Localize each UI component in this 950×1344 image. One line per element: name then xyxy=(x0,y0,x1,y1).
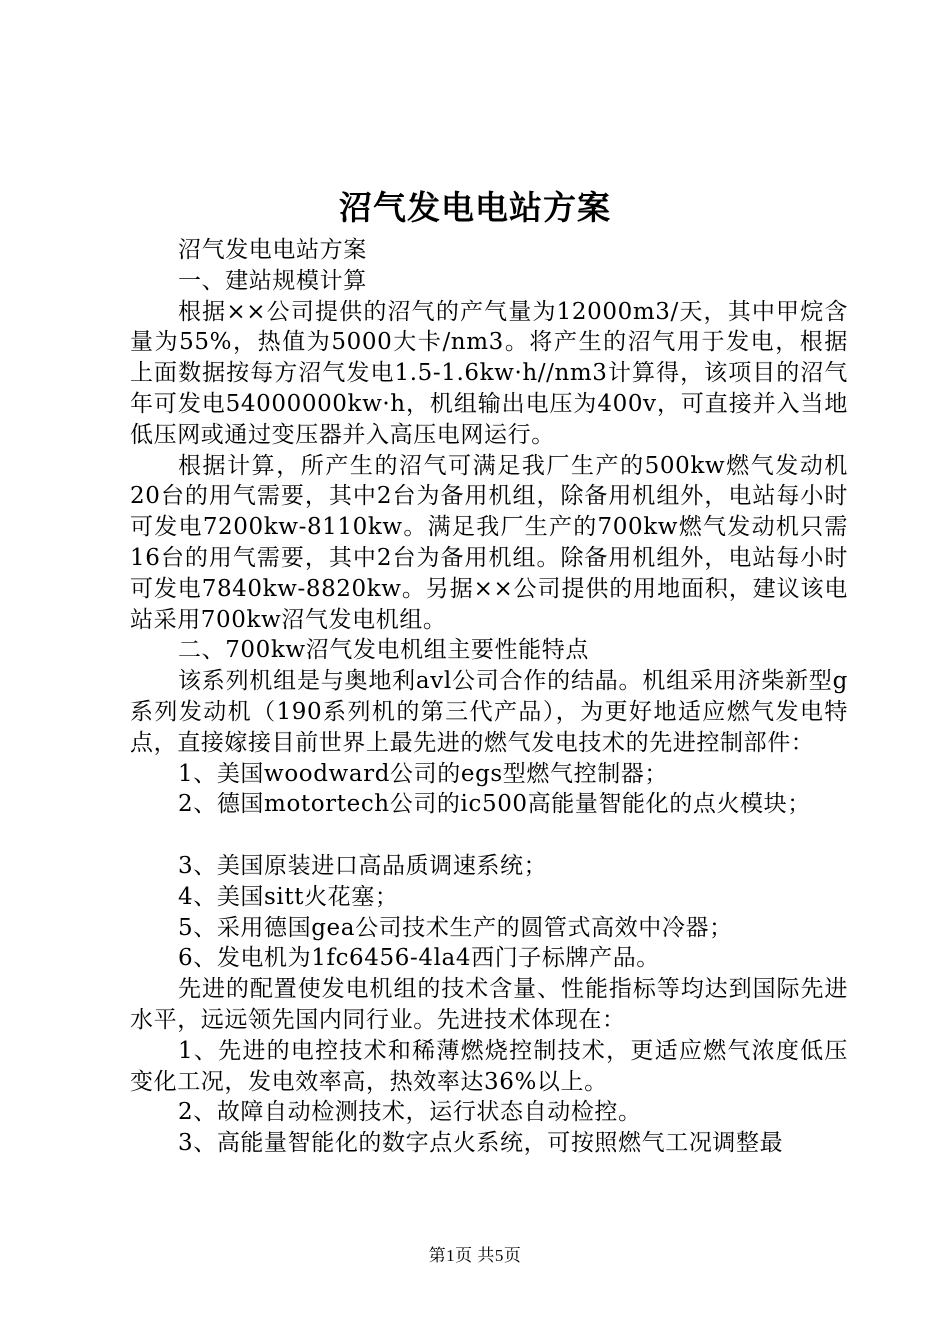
list-item: 4、美国sitt火花塞； xyxy=(178,883,399,910)
paragraph: 先进的配置使发电机组的技术含量、性能指标等均达到国际先进水平，远远领先国内同行业。先进技术体现在： xyxy=(130,976,848,1033)
list-item: 2、德国motortech公司的ic500高能量智能化的点火模块； xyxy=(178,791,811,818)
paragraph: 该系列机组是与奥地利avl公司合作的结晶。机组采用济柴新型g系列发动机（190系列机的第三代产品），为更好地适应燃气发电特点，直接嫁接目前世界上最先进的燃气发电技术的先进控制部件： xyxy=(130,668,848,756)
list-item: 3、美国原装进口高品质调速系统； xyxy=(178,852,548,879)
paragraph: 根据计算，所产生的沼气可满足我厂生产的500kw燃气发动机20台的用气需要，其中2台为备用机组，除备用机组外，电站每小时可发电7200kw-8110kw。满足我厂生产的700kw燃气发动机只需16台的用气需要，其中2台为备用机组。除备用机组外，电站每小时可发电7840kw-8820kw。另据××公司提供的用地面积，建议该电站采用700kw沼气发电机组。 xyxy=(130,452,848,633)
list-item: 5、采用德国gea公司技术生产的圆管式高效中冷器； xyxy=(178,914,733,941)
list-item: 1、美国woodward公司的egs型燃气控制器； xyxy=(178,760,668,787)
document-body xyxy=(130,235,848,1159)
list-item: 1、先进的电控技术和稀薄燃烧控制技术，更适应燃气浓度低压变化工况，发电效率高，热效率达36%以上。 xyxy=(130,1037,848,1095)
section-heading: 一、建站规模计算 xyxy=(178,267,367,294)
list-item: 3、高能量智能化的数字点火系统，可按照燃气工况调整最 xyxy=(178,1130,784,1157)
list-item: 2、故障自动检测技术，运行状态自动检控。 xyxy=(178,1099,642,1126)
section-heading: 二、700kw沼气发电机组主要性能特点 xyxy=(178,637,589,664)
page-footer: 第1页 共5页 xyxy=(428,1246,522,1265)
document-title: 沼气发电电站方案 xyxy=(339,188,611,227)
list-item: 6、发电机为1fc6456-4la4西门子标牌产品。 xyxy=(178,945,660,972)
paragraph: 根据××公司提供的沼气的产气量为12000m3/天，其中甲烷含量为55%，热值为5000大卡/nm3。将产生的沼气用于发电，根据上面数据按每方沼气发电1.5-1.6kw·h//nm3计算得，该项目的沼气年可发电54000000kw·h，机组输出电压为400v，可直接并入当地低压网或通过变压器并入高压电网运行。 xyxy=(130,298,848,448)
paragraph: 沼气发电电站方案 xyxy=(178,237,367,263)
blank-line xyxy=(130,820,848,851)
